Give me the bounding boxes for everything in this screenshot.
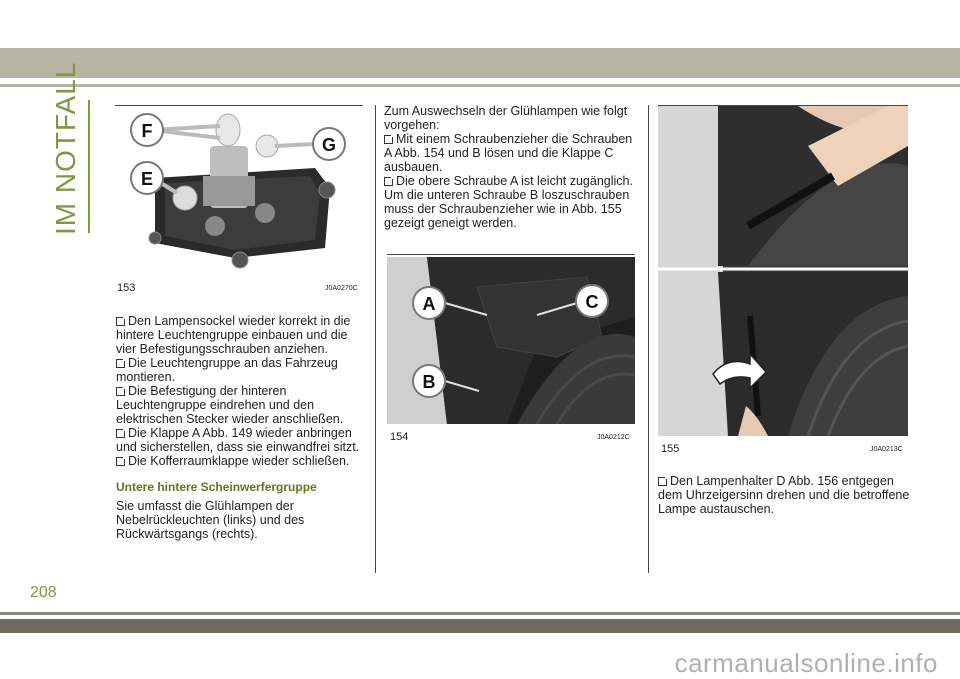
step-3: Die Befestigung der hinteren Leuchtengruppe eindrehen und den elektrischen Stecker wieder anschließen. (116, 384, 344, 426)
checkbox-bullet-icon (116, 317, 125, 326)
header-rule (0, 84, 960, 87)
section-tab-rule (88, 100, 90, 233)
subsection-body: Sie umfasst die Glühlampen der Nebelrückleuchten (links) und des Rückwärtsgangs (rechts). (116, 499, 305, 541)
intro-text: Zum Auswechseln der Glühlampen wie folgt vorgehen: (384, 104, 628, 132)
screwdriver-photo (658, 106, 908, 436)
figure-153-code: J0A0270C (325, 285, 358, 292)
step-1: Den Lampensockel wieder korrekt in die hintere Leuchtengruppe einbauen und die vier Befestigungsschrauben anziehen. (116, 314, 351, 356)
figure-154-code: J0A0212C (597, 434, 630, 441)
checkbox-bullet-icon (116, 387, 125, 396)
callout-e: E (140, 169, 154, 189)
figure-154-number: 154 (390, 431, 409, 443)
callout-a: A (422, 294, 436, 314)
step-6: Mit einem Schraubenzieher die Schrauben A Abb. 154 und B lösen und die Klappe C ausbauen. (384, 132, 633, 174)
figure-155-number: 155 (661, 443, 680, 455)
checkbox-bullet-icon (384, 135, 393, 144)
footer-band (0, 619, 960, 633)
column-3-text (658, 474, 918, 516)
header-band (0, 48, 960, 78)
checkbox-bullet-icon (384, 177, 393, 186)
callout-b: B (422, 372, 436, 392)
checkbox-bullet-icon (658, 477, 667, 486)
section-title: IM NOTFALL (50, 61, 81, 235)
page-number: 208 (30, 584, 57, 601)
lamp-socket-illustration (115, 108, 363, 276)
checkbox-bullet-icon (116, 457, 125, 466)
step-5: Die Kofferraumklappe wieder schließen. (116, 454, 366, 468)
callout-g: G (321, 135, 337, 155)
column-1-text (116, 314, 366, 541)
figure-154-rule (387, 254, 635, 255)
figure-153-number: 153 (117, 282, 136, 294)
checkbox-bullet-icon (116, 429, 125, 438)
step-7: Die obere Schraube A ist leicht zugänglich. Um die unteren Schraube B loszuschrauben muss der Schraubenzieher wie in Abb. 155 gezeigt geneigt werden. (384, 174, 633, 230)
figure-155-code: J0A0213C (870, 446, 903, 453)
figure-153-rule (115, 105, 363, 106)
column-divider-2 (648, 105, 649, 573)
wheel-arch-cover-photo (387, 257, 635, 424)
site-watermark: carmanualsonline.info (674, 648, 938, 678)
figure-155-image (658, 106, 908, 436)
step-8: Den Lampenhalter D Abb. 156 entgegen dem Uhrzeigersinn drehen und die betroffene Lampe austauschen. (658, 474, 910, 516)
callout-c: C (585, 292, 599, 312)
figure-153-image (115, 108, 363, 276)
column-divider-1 (375, 105, 376, 573)
figure-154-image (387, 257, 635, 424)
step-2: Die Leuchtengruppe an das Fahrzeug montieren. (116, 356, 338, 384)
checkbox-bullet-icon (116, 359, 125, 368)
footer-rule (0, 612, 960, 615)
callout-f: F (141, 121, 153, 141)
subsection-heading: Untere hintere Scheinwerfergruppe (116, 480, 317, 494)
step-4: Die Klappe A Abb. 149 wieder anbringen und sicherstellen, dass sie einwandfrei sitzt. (116, 426, 360, 454)
column-2-text (384, 104, 639, 230)
